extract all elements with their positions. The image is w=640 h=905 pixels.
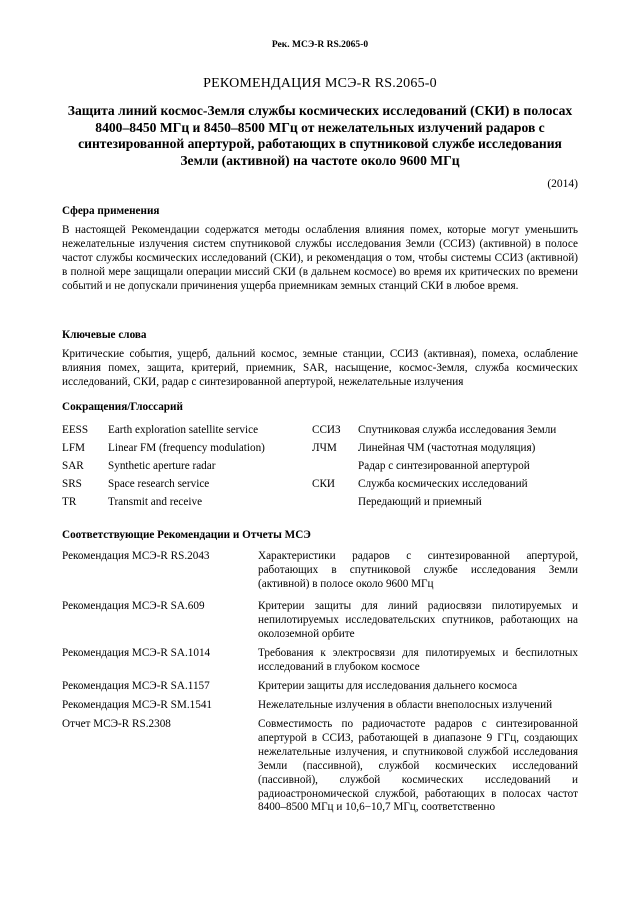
recommendation-title: РЕКОМЕНДАЦИЯ МСЭ-R RS.2065-0 xyxy=(203,76,437,91)
abbr-ru-text: Служба космических исследований xyxy=(358,478,528,490)
abbr-ru: ЛЧМ xyxy=(312,442,337,454)
abbr-en: LFM xyxy=(62,442,86,454)
reference-desc: Характеристики радаров с синтезированной апертурой, работающих в спутниковой службе исследования Земли (активной) в полосе около 9600 МГц xyxy=(258,550,578,590)
main-title: Защита линий космос-Земля службы космических исследований (СКИ) в полосах 8400–8450 МГц и 8450–8500 МГц от нежелательных излучений радаров с синтезированной апертурой, работающих в спутниковой службе исследования Земли (активной) на частоте около 9600 МГц xyxy=(67,103,573,168)
reference-desc: Критерии защиты для линий радиосвязи пилотируемых и непилотируемых исследовательских спутников, работающих на околоземной орбите xyxy=(258,600,578,640)
page-header: Рек. МСЭ-R RS.2065-0 xyxy=(271,40,369,50)
abbr-en: SAR xyxy=(62,460,84,472)
reference-desc: Нежелательные излучения в области внеполосных излучений xyxy=(258,699,553,711)
abbreviation-row xyxy=(62,496,578,510)
reference-name: Рекомендация МСЭ-R SM.1541 xyxy=(62,699,213,711)
abbr-en-text: Linear FM (frequency modulation) xyxy=(108,442,265,454)
reference-name: Рекомендация МСЭ-R SA.609 xyxy=(62,600,205,612)
abbr-en: SRS xyxy=(62,478,82,490)
abbreviation-row xyxy=(62,478,578,492)
abbr-en: EESS xyxy=(62,424,89,436)
abbreviation-row xyxy=(62,460,578,474)
reference-name: Рекомендация МСЭ-R SA.1014 xyxy=(62,647,211,659)
abbr-ru-text: Радар с синтезированной апертурой xyxy=(358,460,530,472)
abbr-ru-text: Спутниковая служба исследования Земли xyxy=(358,424,557,436)
abbreviations-heading: Сокращения/Глоссарий xyxy=(62,401,183,413)
reference-desc: Критерии защиты для исследования дальнего космоса xyxy=(258,680,518,692)
abbreviation-row xyxy=(62,424,578,438)
scope-text: В настоящей Рекомендации содержатся методы ослабления влияния помех, которые могут уменьшить нежелательные излучения систем спутниковой службы исследования Земли (ССИЗ) (активной) в полосе частот службы космических исследований (СКИ), и рекомендация о том, чтобы системы ССИЗ (активной) в полной мере защищали операции миссий СКИ (в дальнем космосе) во время их критических по времени событий и не допускали причинения ущерба приемникам земных станций СКИ в любое время. xyxy=(62,224,578,292)
abbr-en-text: Space research service xyxy=(108,478,210,490)
reference-name: Отчет МСЭ-R RS.2308 xyxy=(62,718,171,730)
references-heading: Соответствующие Рекомендации и Отчеты МСЭ xyxy=(62,529,311,541)
year: (2014) xyxy=(547,178,578,190)
reference-desc: Совместимость по радиочастоте радаров с синтезированной апертурой в ССИЗ, работающей в диапазоне 9 ГГц, создающих нежелательные излучения, и спутниковой службой исследования Земли (пассивной), службой космических исследований (пассивной), службой космических исследований и радиоастрономической службой, работающих в полосах частот 8400–8500 МГц и 10,6−10,7 МГц, соответственно xyxy=(258,718,578,814)
scope-heading: Сфера применения xyxy=(62,205,160,217)
abbr-ru: ССИЗ xyxy=(312,424,341,436)
abbr-en-text: Transmit and receive xyxy=(108,496,203,508)
abbreviation-row xyxy=(62,442,578,456)
abbr-ru-text: Линейная ЧМ (частотная модуляция) xyxy=(358,442,536,454)
keywords-heading: Ключевые слова xyxy=(62,329,147,341)
reference-desc: Требования к электросвязи для пилотируемых и беспилотных исследований в глубоком космосе xyxy=(258,647,578,673)
abbr-ru-text: Передающий и приемный xyxy=(358,496,482,508)
keywords-text: Критические события, ущерб, дальний космос, земные станции, ССИЗ (активная), помеха, ослабление влияния помех, защита, критерий, приемник, SAR, насыщение, космос-Земля, служба космических исследований, СКИ, радар с синтезированной апертурой, нежелательные излучения xyxy=(62,348,578,388)
abbr-en-text: Earth exploration satellite service xyxy=(108,424,259,436)
abbr-en-text: Synthetic aperture radar xyxy=(108,460,216,472)
abbr-en: TR xyxy=(62,496,77,508)
reference-name: Рекомендация МСЭ-R RS.2043 xyxy=(62,550,210,562)
reference-name: Рекомендация МСЭ-R SA.1157 xyxy=(62,680,210,692)
abbr-ru: СКИ xyxy=(312,478,336,490)
